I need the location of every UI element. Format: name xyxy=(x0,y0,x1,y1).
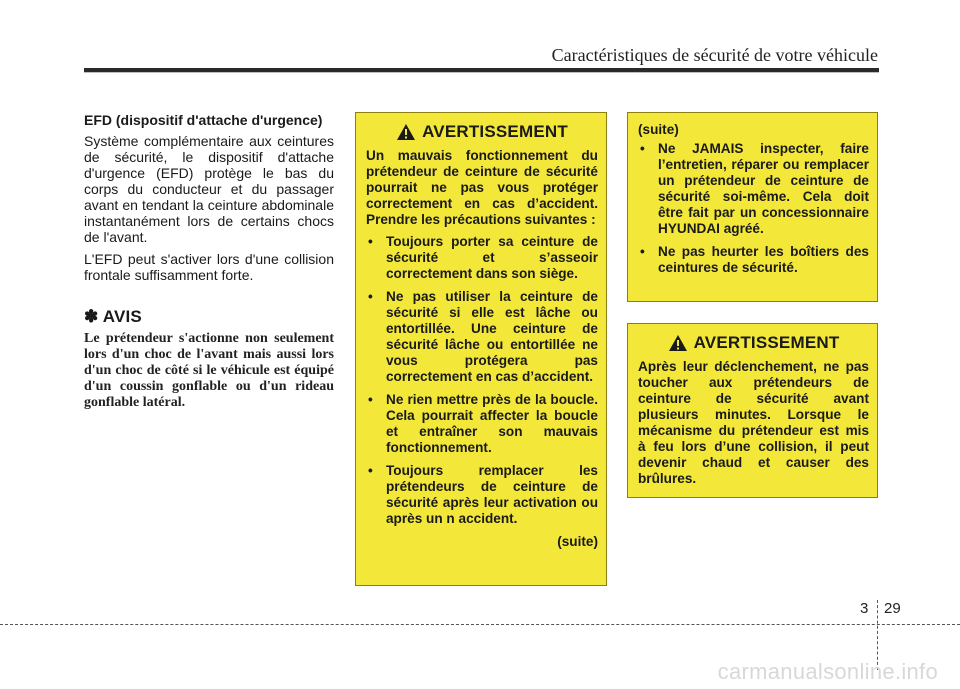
warning-text: Après leur déclenchement, ne pas toucher aux prétendeurs de ceinture de sécurité avant plusieurs minutes. Lorsque le mécanisme du prétendeur est mis à feu lors d’une collision, il peut devenir chaud et causer des brûlures. xyxy=(638,359,869,486)
list-item-text: Toujours remplacer les prétendeurs de ceinture de sécurité après leur activation ou après un n accident. xyxy=(386,463,598,526)
warning-header xyxy=(638,333,869,353)
bullet: • xyxy=(368,463,373,478)
list-item-text: Ne pas heurter les boîtiers des ceintures de sécurité. xyxy=(658,244,869,275)
warning-box-2 xyxy=(627,112,878,302)
list-item xyxy=(366,289,598,385)
header-rule xyxy=(84,68,879,72)
paragraph-2: L'EFD peut s'activer lors d'une collision frontale suffisamment forte. xyxy=(84,251,334,283)
list-item-text: Ne JAMAIS inspecter, faire l’entretien, réparer ou remplacer un prétendeur de ceinture de sécurité soi-même. Cela doit être fait par un concessionnaire HYUNDAI agréé. xyxy=(658,141,869,236)
list-item-text: Ne pas utiliser la ceinture de sécurité si elle est lâche ou entortillée. Une ceinture de sécurité lâche ou entortillée ne vous protégera pas correctement en cas d’accident. xyxy=(386,289,598,384)
section-title: EFD (dispositif d'attache d'urgence) xyxy=(84,112,323,128)
watermark: carmanualsonline.info xyxy=(717,659,938,684)
warning-label: AVERTISSEMENT xyxy=(422,122,568,141)
warning-list xyxy=(366,234,598,527)
paragraph-1: Système complémentaire aux ceintures de sécurité, le dispositif d'attache d'urgence (EFD) protège le bas du corps du conducteur et du passager avant en tendant la ceinture abdominale instantanément lors de certains chocs de l'avant. xyxy=(84,133,334,245)
footer-rule xyxy=(0,624,960,625)
list-item xyxy=(366,234,598,282)
list-item xyxy=(638,141,869,237)
continued-label: (suite) xyxy=(557,534,598,549)
bullet: • xyxy=(368,392,373,407)
chapter-number: 3 xyxy=(860,600,869,617)
bullet: • xyxy=(368,289,373,304)
list-item xyxy=(638,244,869,276)
warning-triangle-icon xyxy=(396,123,416,141)
continued-from-label: (suite) xyxy=(638,122,679,137)
list-item-text: Toujours porter sa ceinture de sécurité et s’asseoir correctement dans son siège. xyxy=(386,234,598,281)
warning-box-1 xyxy=(355,112,607,586)
page-header-title: Caractéristiques de sécurité de votre véhicule xyxy=(551,45,878,65)
list-item xyxy=(366,392,598,456)
warning-list xyxy=(638,141,869,276)
list-item-text: Ne rien mettre près de la boucle. Cela pourrait affecter la boucle et entraîner son mauvais fonctionnement. xyxy=(386,392,598,455)
warning-triangle-icon xyxy=(668,334,688,352)
warning-intro: Un mauvais fonctionnement du prétendeur de ceinture de sécurité pourrait ne pas vous protéger correctement en cas d’accident. Prendre les précautions suivantes : xyxy=(366,148,598,227)
warning-header xyxy=(366,122,598,142)
warning-box-3 xyxy=(627,323,878,498)
page-number: 29 xyxy=(884,600,901,617)
note-text: Le prétendeur s'actionne non seulement lors d'un choc de l'avant mais aussi lors d'un choc de côté si le véhicule est équipé d'un coussin gonflable ou d'un rideau gonflable latéral. xyxy=(84,331,334,410)
efd-section xyxy=(84,112,334,411)
bullet: • xyxy=(368,234,373,249)
bullet: • xyxy=(640,141,645,156)
note-title: ✽ AVIS xyxy=(84,307,142,326)
list-item xyxy=(366,463,598,527)
warning-label: AVERTISSEMENT xyxy=(693,333,840,352)
bullet: • xyxy=(640,244,645,259)
